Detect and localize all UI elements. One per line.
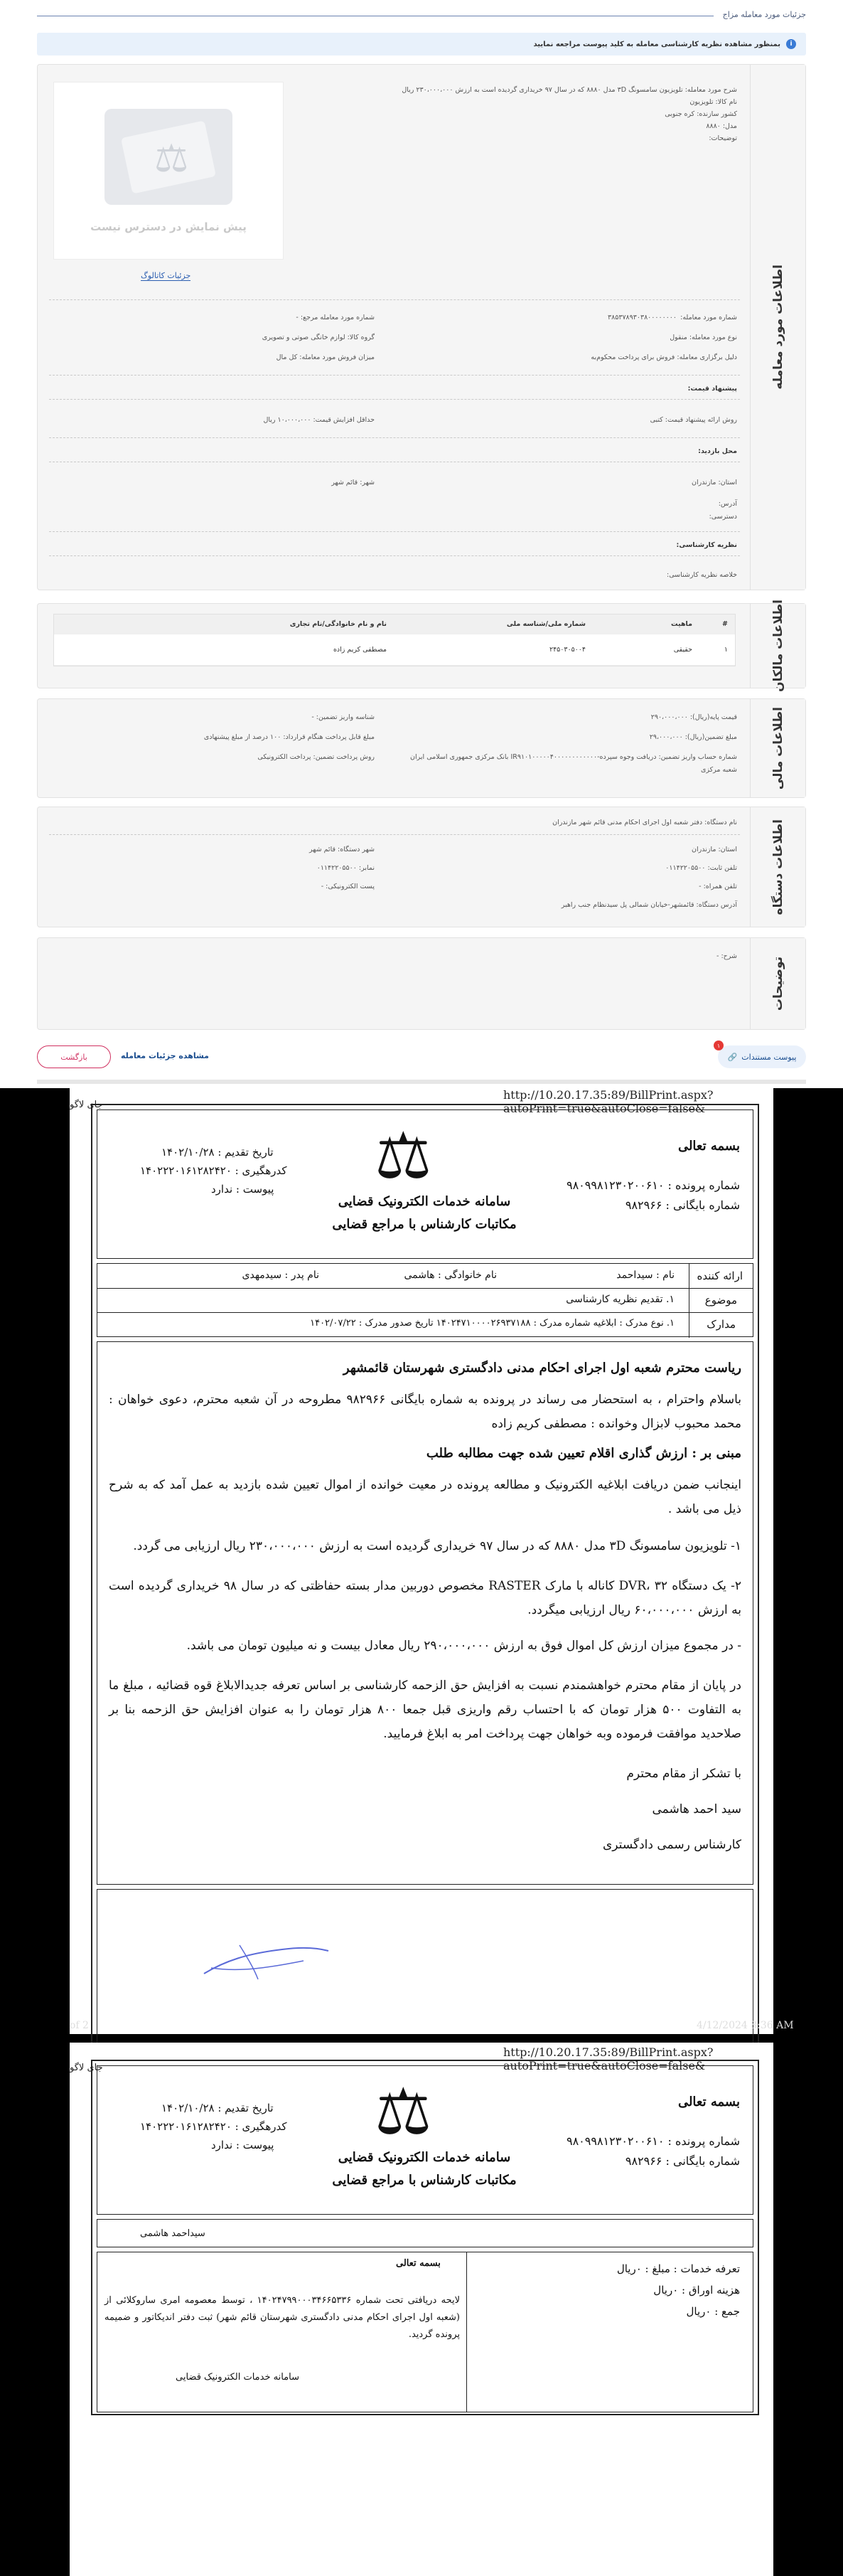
divider xyxy=(49,399,740,400)
image-placeholder-icon xyxy=(104,109,232,205)
scales-icon: ⚖ xyxy=(375,1119,432,1193)
section-description-title: توضیحات xyxy=(750,938,805,1029)
item-model: مدل: ۸۸۸۰ xyxy=(706,122,737,130)
cell-type: حقیقی xyxy=(673,646,692,654)
signature-image xyxy=(197,1939,339,1982)
attachments-button[interactable] xyxy=(718,1045,806,1068)
org-line-1: سامانه خدمات الکترونیک قضایی xyxy=(338,1194,511,1209)
item-desc: شرح مورد معامله: تلویزیون سامسونگ ۳D مدل ۸۸۸۰ که در سال ۹۷ خریداری گردیده است به ارزش ۲۳۰،۰۰۰،۰۰۰ ریال xyxy=(402,86,737,94)
section-org-title: اطلاعات دستگاه xyxy=(750,807,805,927)
judiciary-emblem xyxy=(375,1119,432,1193)
section-item-title: اطلاعات مورد معامله xyxy=(750,65,805,590)
org-city: شهر دستگاه: قائم شهر xyxy=(309,846,375,853)
org-name: نام دستگاه: دفتر شعبه اول اجرای احکام مدنی قائم شهر مازندران xyxy=(552,819,737,826)
base-price: قیمت پایه(ریال): ۲۹۰،۰۰۰،۰۰۰ xyxy=(650,713,737,721)
bismillah: بسمه تعالی xyxy=(677,1139,740,1154)
table-row xyxy=(54,634,735,666)
contract-payment: مبلغ قابل پرداخت هنگام قرارداد: ۱۰۰ درصد از مبلغ پیشنهادی xyxy=(203,733,375,741)
fee-paper: هزینه اوراق : ۰ریال xyxy=(653,2284,740,2296)
item-product-name: نام کالا: تلویزیون xyxy=(689,98,737,106)
paperclip-icon: 🔗 xyxy=(727,1052,738,1062)
presenter-father: نام پدر : سیدمهدی xyxy=(242,1270,319,1281)
org-tel: تلفن ثابت: ۰۱۱۴۲۲۰۵۵۰۰ xyxy=(665,864,737,872)
submit-date-2: تاریخ تقدیم : ۱۴۰۲/۱۰/۲۸ xyxy=(161,2102,274,2114)
receipt-text: لایحه دریافتی تحت شماره ۱۴۰۲۴۷۹۹۰۰۰۳۴۶۶۵۳۳۶ ، توسط معصومه امری ساروکلائی از (شعبه اول اجرای احکام مدنی دادگستری شهرستان قائم شهر) ثبت دفتر اندیکاتور و ضمیمه پرونده گردید. xyxy=(104,2295,460,2340)
org-fax: نمابر: ۰۱۱۴۲۲۰۵۵۰۰ xyxy=(316,864,375,872)
location-access: دسترسی: xyxy=(709,513,737,521)
letter-signer: سید احمد هاشمی xyxy=(652,1802,741,1816)
item-notes: توضیحات: xyxy=(709,134,737,142)
tracking-code: کدرهگیری : ۱۴۰۲۲۲۰۱۶۱۲۸۲۴۲۰ xyxy=(140,1164,287,1177)
doc-info-grid xyxy=(97,1263,753,1337)
back-button[interactable]: بازگشت xyxy=(37,1045,111,1068)
print-url: http://10.20.17.35:89/BillPrint.aspx?autoPrint=true&autoClose=false& xyxy=(503,1088,714,1115)
org-address: آدرس دستگاه: قائمشهر-خیابان شمالی پل سیدنظام جنب راهبر xyxy=(561,901,737,909)
deposit-method: روش پرداخت تضمین: پرداخت الکترونیکی xyxy=(257,753,375,761)
location-city: شهر: قائم شهر xyxy=(331,479,375,486)
deal-no-label: شماره مورد معامله: xyxy=(680,314,737,321)
bid-method: روش ارائه پیشنهاد قیمت: کتبی xyxy=(650,416,737,424)
location-address: آدرس: xyxy=(718,500,737,508)
org-province: استان: مازندران xyxy=(692,846,737,853)
bid-title: پیشنهاد قیمت: xyxy=(687,385,737,393)
org-mobile: تلفن همراه: - xyxy=(699,883,737,890)
letter-addressee: ریاست محترم شعبه اول اجرای احکام مدنی دادگستری شهرستان قائمشهر xyxy=(343,1361,741,1375)
divider xyxy=(49,437,740,438)
presenter-last-name: نام خانوادگی : هاشمی xyxy=(404,1270,497,1281)
scanned-document xyxy=(0,1088,843,2576)
bismillah-2: بسمه تعالی xyxy=(677,2095,740,2109)
deal-no: ۳۸۵۳۷۸۹۳۰۳۸۰۰۰۰۰۰۰۰ xyxy=(608,314,677,321)
archive-number: شماره بایگانی : ۹۸۲۹۶۶ xyxy=(625,1198,740,1212)
section-org xyxy=(37,807,806,927)
no-image-text: پیش نمایش در دسترس نیست xyxy=(90,220,247,233)
col-type: ماهیت xyxy=(671,620,692,628)
presenter-label: ارائه کننده xyxy=(697,1270,743,1282)
col-national-id: شماره ملی/شناسه ملی xyxy=(506,620,586,628)
org-line-2-p2: مکاتبات کارشناس با مراجع قضایی xyxy=(332,2173,517,2188)
org-line-1-p2: سامانه خدمات الکترونیک قضایی xyxy=(338,2150,511,2165)
letter-total: - در مجموع میزان ارزش کل اموال فوق به ارزش ۲۹۰،۰۰۰،۰۰۰ ریال معادل بیست و نه میلیون تومان می باشد. xyxy=(186,1639,741,1653)
deposit-account: شماره حساب واریز تضمین: دریافت وجوه سپرده-IR۹۱۰۱۰۰۰۰۰۴۰۰۰۰۰۰۰۰۰۰۰۰ بانک مرکزی جمهوری اسلامی ایران xyxy=(410,753,737,761)
letter-subject: مبنی بر : ارزش گذاری اقلام تعیین شده جهت مطالبه طلب xyxy=(426,1446,741,1461)
tracking-code-2: کدرهگیری : ۱۴۰۲۲۲۰۱۶۱۲۸۲۴۲۰ xyxy=(140,2120,287,2133)
owners-table-header xyxy=(54,614,735,634)
notice-bar xyxy=(37,33,806,55)
doc-header-2 xyxy=(97,2065,753,2215)
ref-deal-no: شماره مورد معامله مرجع: - xyxy=(296,314,375,321)
doc-letter-body xyxy=(97,1341,753,1885)
letter-signer-title: کارشناس رسمی دادگستری xyxy=(603,1838,741,1852)
receipt-sign: سامانه خدمات الکترونیک قضایی xyxy=(176,2372,299,2383)
doc-fees-receipt xyxy=(97,2252,753,2412)
deposit-id: شناسه واریز تضمین: - xyxy=(311,713,375,721)
org-line-2: مکاتبات کارشناس با مراجع قضایی xyxy=(332,1217,517,1232)
divider xyxy=(49,299,740,300)
letter-paragraph-2: اینجانب ضمن دریافت ابلاغیه الکترونیک و مطالعه پرونده در معیت خوانده از اموال تعیین شده بازدید به عمل آمد که به شرح ذیل می باشد . xyxy=(109,1478,741,1516)
divider xyxy=(49,555,740,556)
notice-text: بمنظور مشاهده نظریه کارشناسی معامله به کلید پیوست مراجعه نمایید xyxy=(533,40,780,48)
letter-item-1: ۱- تلویزیون سامسونگ ۳D مدل ۸۸۸۰ که در سال ۹۷ خریداری گردیده است به ارزش ۲۳۰،۰۰۰،۰۰۰ ریال ارزیابی می گردد. xyxy=(133,1539,741,1553)
doc-frame-1 xyxy=(91,1104,759,2057)
col-index: # xyxy=(722,620,728,628)
attachments-count-badge: ۱ xyxy=(714,1040,724,1050)
page-count: of 2 xyxy=(70,2020,89,2031)
section-financial xyxy=(37,698,806,798)
section-description xyxy=(37,937,806,1030)
cell-name: مصطفی کریم زاده xyxy=(333,646,387,654)
bank-branch: شعبه مرکزی xyxy=(700,766,737,774)
expert-name: سیداحمد هاشمی xyxy=(140,2228,205,2239)
page-divider xyxy=(37,1080,806,1084)
attachment-status-2: پیوست : ندارد xyxy=(211,2139,274,2151)
judiciary-emblem-2 xyxy=(375,2075,432,2149)
catalog-details-link[interactable]: جزئیات کاتالوگ xyxy=(141,271,191,280)
print-date: 4/12/2024 8:36 AM xyxy=(697,2020,794,2031)
deal-details-button[interactable]: مشاهده جزئیات معامله xyxy=(121,1051,209,1060)
deposit-amount: مبلغ تضمین(ریال): ۲۹،۰۰۰،۰۰۰ xyxy=(649,733,737,741)
doc-name-row xyxy=(97,2219,753,2247)
item-image-placeholder xyxy=(53,82,284,260)
letter-item-2: ۲- یک دستگاه DVR، ۳۲ کاناله با مارک RASTER مخصوص دوربین مدار بسته حفاظتی که در سال ۹۸ خریداری گردیده است به ارزش ۶۰،۰۰۰،۰۰۰ ریال ارزیابی میگردد. xyxy=(109,1579,741,1617)
letter-request: در پایان از مقام محترم خواهشمندم نسبت به افزایش حق الزحمه کارشناسی بر اساس تعرفه جدیدالابلاغ قوه قضائیه ، مبلغ ما به التفاوت ۵۰۰ هزار تومان که با احتساب رقم واریزی قبل جمعا ۸۰۰ هزار تومان را به عنوان افزایش حق الزحمه بنا بر صلاحدید موافقت فرموده وبه خواهان جهت پرداخت امر به ابلاغ فرمایید. xyxy=(109,1678,741,1741)
owners-table xyxy=(53,614,736,666)
fee-total: جمع : ۰ریال xyxy=(686,2305,740,2318)
doc-header xyxy=(97,1109,753,1259)
scales-icon: ⚖ xyxy=(375,2075,432,2149)
attachments-label: پیوست مستندات xyxy=(741,1052,797,1062)
org-email: پست الکترونیکی: - xyxy=(321,883,375,890)
deal-reason: دلیل برگزاری معامله: فروش برای پرداخت محکوم‌به xyxy=(591,353,737,361)
file-number-2: شماره پرونده : ۹۸۰۹۹۸۱۲۳۰۲۰۰۶۱۰ xyxy=(566,2134,740,2148)
print-url-2: http://10.20.17.35:89/BillPrint.aspx?autoPrint=true&autoClose=false& xyxy=(503,2045,714,2072)
expert-summary: خلاصه نظریه کارشناسی: xyxy=(667,571,737,579)
item-type: نوع مورد معامله: منقول xyxy=(670,334,737,341)
page-side-label: جای لاگو xyxy=(70,1100,103,1110)
item-country: کشور سازنده: کره جنوبی xyxy=(665,110,737,118)
section-owners-title: اطلاعات مالکان xyxy=(750,604,805,688)
attachment-status: پیوست : ندارد xyxy=(211,1183,274,1196)
item-category: گروه کالا: لوازم خانگی صوتی و تصویری xyxy=(262,334,375,341)
docs: ۱. نوع مدرک : ابلاغیه شماره مدرک : ۱۴۰۲۴۷۱۰۰۰۰۲۶۹۳۷۱۸۸ تاریخ صدور مدرک : ۱۴۰۲/۰۷/۲۲ xyxy=(310,1318,675,1329)
fee-service: تعرفه خدمات : مبلغ : ۰ریال xyxy=(616,2262,740,2275)
divider xyxy=(49,375,740,376)
submit-date: تاریخ تقدیم : ۱۴۰۲/۱۰/۲۸ xyxy=(161,1146,274,1159)
section-financial-title: اطلاعات مالی xyxy=(750,699,805,797)
location-province: استان: مازندران xyxy=(692,479,737,486)
sale-share: میزان فروش مورد معامله: کل مال xyxy=(276,353,375,361)
page-side-label-2: جای لاگو xyxy=(70,2063,103,2073)
section-item-info xyxy=(37,64,806,590)
receipt-title: بسمه تعالی xyxy=(396,2258,441,2269)
subject-label: موضوع xyxy=(704,1294,737,1306)
subject: ۱. تقدیم نظریه کارشناسی xyxy=(566,1294,675,1305)
deal-details-page xyxy=(0,0,843,1088)
section-owners xyxy=(37,600,806,692)
info-icon: i xyxy=(786,39,796,49)
letter-paragraph-1: باسلام واحترام ، به استحضار می رساند در پرونده به شماره بایگانی ۹۸۲۹۶۶ مطروحه در آن شعبه محترم، دعوی خواهان : محمد محبوب لابزال وخوانده : مصطفی کریم زاده xyxy=(109,1393,741,1431)
doc-signature-box xyxy=(97,1889,753,2050)
description-text: شرح: - xyxy=(716,952,737,960)
letter-thanks: با تشکر از مقام محترم xyxy=(626,1767,741,1781)
min-increase: حداقل افزایش قیمت: ۱۰،۰۰۰،۰۰۰ ریال xyxy=(263,416,375,424)
divider xyxy=(49,834,740,835)
page-header: جزئیات مورد معامله مزاج xyxy=(37,10,806,21)
cell-index: ۱ xyxy=(724,646,728,654)
col-name: نام و نام خانوادگی/نام تجاری xyxy=(289,620,387,628)
presenter-first-name: نام : سیداحمد xyxy=(616,1270,675,1281)
docs-label: مدارک xyxy=(707,1318,736,1331)
location-title: محل بازدید: xyxy=(698,447,737,455)
archive-number-2: شماره بایگانی : ۹۸۲۹۶۶ xyxy=(625,2154,740,2168)
expert-title: نظریه کارشناسی: xyxy=(676,541,737,549)
file-number: شماره پرونده : ۹۸۰۹۹۸۱۲۳۰۲۰۰۶۱۰ xyxy=(566,1178,740,1192)
divider xyxy=(49,531,740,532)
doc-frame-2 xyxy=(91,2060,759,2415)
cell-national-id: ۲۴۵۰۳۰۵۰۰۴ xyxy=(549,646,586,654)
